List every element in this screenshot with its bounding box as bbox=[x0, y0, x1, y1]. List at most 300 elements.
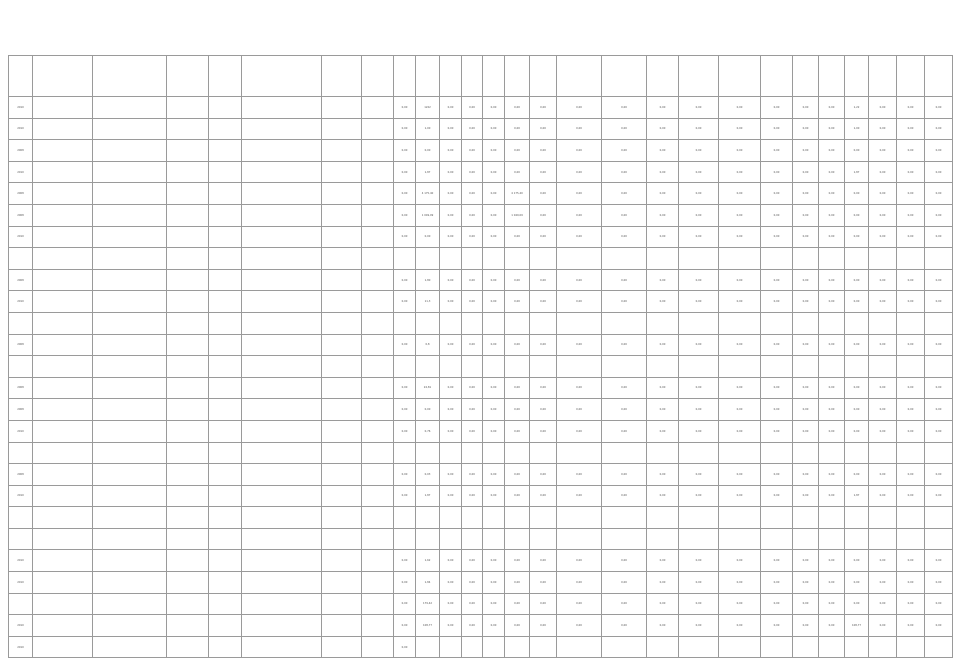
table-cell: 0,00 bbox=[925, 140, 953, 162]
table-cell: 0,00 bbox=[761, 140, 793, 162]
table-cell: 0,00 bbox=[925, 572, 953, 594]
table-cell bbox=[362, 528, 394, 550]
table-cell bbox=[719, 528, 761, 550]
table-cell bbox=[647, 636, 679, 658]
table-cell: 0,00 bbox=[416, 140, 440, 162]
table-cell bbox=[209, 269, 242, 291]
table-cell bbox=[33, 377, 93, 399]
table-cell bbox=[33, 118, 93, 140]
table-cell bbox=[647, 312, 679, 334]
table-cell: 0,00 bbox=[719, 464, 761, 486]
table-cell: 0,00 bbox=[719, 420, 761, 442]
table-row bbox=[9, 420, 953, 442]
table-row bbox=[9, 464, 953, 486]
table-row bbox=[9, 161, 953, 183]
table-row bbox=[9, 507, 953, 529]
table-cell bbox=[416, 356, 440, 378]
table-cell: 0,00 bbox=[719, 377, 761, 399]
table-row bbox=[9, 226, 953, 248]
table-cell: 0,00 bbox=[440, 269, 462, 291]
table-cell: 0,00 bbox=[679, 334, 719, 356]
table-cell: 0,00 bbox=[530, 183, 557, 205]
table-cell: 0,00 bbox=[483, 118, 505, 140]
table-row bbox=[9, 399, 953, 421]
table-cell: 0,00 bbox=[440, 183, 462, 205]
table-cell bbox=[362, 572, 394, 594]
table-cell: 0,00 bbox=[462, 161, 483, 183]
table-cell bbox=[845, 636, 869, 658]
table-cell: 0,8 bbox=[416, 334, 440, 356]
table-cell bbox=[167, 183, 209, 205]
table-cell: 2010 bbox=[9, 161, 33, 183]
table-cell bbox=[93, 636, 167, 658]
table-cell: 0,00 bbox=[679, 377, 719, 399]
table-cell: 0,00 bbox=[679, 204, 719, 226]
table-cell bbox=[557, 442, 602, 464]
table-cell: 2008 bbox=[9, 334, 33, 356]
table-cell: 0,00 bbox=[394, 615, 416, 637]
table-cell: 0,00 bbox=[897, 140, 925, 162]
table-cell: 0,00 bbox=[505, 377, 530, 399]
table-cell: 2010 bbox=[9, 118, 33, 140]
table-cell bbox=[602, 442, 647, 464]
table-cell: 179,42 bbox=[416, 593, 440, 615]
table-cell bbox=[362, 97, 394, 119]
table-cell: 0,76 bbox=[416, 420, 440, 442]
table-cell bbox=[602, 248, 647, 270]
table-cell: 0,00 bbox=[869, 140, 897, 162]
table-cell bbox=[93, 528, 167, 550]
table-cell bbox=[167, 399, 209, 421]
table-cell: 0,00 bbox=[719, 183, 761, 205]
table-cell bbox=[362, 312, 394, 334]
table-cell bbox=[530, 442, 557, 464]
table-row bbox=[9, 312, 953, 334]
table-cell bbox=[530, 356, 557, 378]
table-cell bbox=[362, 485, 394, 507]
column-header bbox=[167, 56, 209, 97]
table-cell: 0,00 bbox=[557, 118, 602, 140]
table-cell: 0,00 bbox=[869, 334, 897, 356]
table-cell bbox=[462, 636, 483, 658]
table-cell: 0,00 bbox=[845, 140, 869, 162]
table-cell: 0,00 bbox=[819, 183, 845, 205]
table-cell: 0,00 bbox=[897, 615, 925, 637]
table-cell: 11,3 bbox=[416, 291, 440, 313]
table-cell: 0,00 bbox=[394, 204, 416, 226]
table-cell bbox=[719, 312, 761, 334]
table-cell: 2010 bbox=[9, 291, 33, 313]
table-cell: 0,00 bbox=[394, 377, 416, 399]
table-cell: 0,00 bbox=[869, 572, 897, 594]
table-cell bbox=[897, 312, 925, 334]
table-cell bbox=[845, 356, 869, 378]
table-cell: 0,00 bbox=[793, 118, 819, 140]
table-cell bbox=[483, 636, 505, 658]
table-cell: 0,00 bbox=[719, 550, 761, 572]
table-cell: 0,00 bbox=[602, 161, 647, 183]
table-cell: 0,00 bbox=[819, 226, 845, 248]
table-cell bbox=[322, 507, 362, 529]
table-cell: 0,00 bbox=[679, 140, 719, 162]
column-header bbox=[557, 56, 602, 97]
table-cell bbox=[647, 507, 679, 529]
table-cell: 0,00 bbox=[897, 97, 925, 119]
table-cell bbox=[9, 507, 33, 529]
table-cell: 0,00 bbox=[462, 485, 483, 507]
table-cell: 0,00 bbox=[530, 377, 557, 399]
table-cell bbox=[483, 356, 505, 378]
table-cell bbox=[93, 572, 167, 594]
table-cell bbox=[322, 593, 362, 615]
table-cell bbox=[647, 356, 679, 378]
table-cell: 108,77 bbox=[845, 615, 869, 637]
table-cell: 0,00 bbox=[440, 572, 462, 594]
table-cell: 0,00 bbox=[819, 140, 845, 162]
table-cell: 0,00 bbox=[679, 593, 719, 615]
table-cell bbox=[925, 507, 953, 529]
table-cell: 0,00 bbox=[557, 615, 602, 637]
table-cell: 0,00 bbox=[557, 464, 602, 486]
table-cell: 0,00 bbox=[761, 377, 793, 399]
table-cell: 0,00 bbox=[897, 550, 925, 572]
table-cell bbox=[845, 528, 869, 550]
table-cell: 0,00 bbox=[761, 615, 793, 637]
table-cell: 0,00 bbox=[869, 118, 897, 140]
table-cell: 0,00 bbox=[394, 572, 416, 594]
table-cell: 0,00 bbox=[869, 420, 897, 442]
table-cell: 0,00 bbox=[679, 291, 719, 313]
table-cell bbox=[167, 356, 209, 378]
table-row bbox=[9, 593, 953, 615]
table-cell: 0,00 bbox=[557, 420, 602, 442]
table-cell bbox=[602, 507, 647, 529]
table-cell: 0,00 bbox=[602, 183, 647, 205]
table-cell bbox=[33, 399, 93, 421]
table-cell: 0,00 bbox=[602, 97, 647, 119]
table-cell bbox=[242, 161, 322, 183]
table-cell bbox=[416, 507, 440, 529]
table-cell bbox=[557, 528, 602, 550]
table-cell: 0,00 bbox=[925, 485, 953, 507]
table-cell: 0,00 bbox=[647, 140, 679, 162]
table-cell bbox=[362, 420, 394, 442]
table-cell: 0,00 bbox=[761, 399, 793, 421]
table-cell bbox=[322, 183, 362, 205]
column-header bbox=[761, 56, 793, 97]
table-cell: 0,00 bbox=[557, 204, 602, 226]
table-cell: 0,00 bbox=[505, 485, 530, 507]
table-cell: 2010 bbox=[9, 97, 33, 119]
table-cell: 0,00 bbox=[530, 593, 557, 615]
table-cell: 4 175,40 bbox=[416, 183, 440, 205]
table-cell: 0,00 bbox=[845, 269, 869, 291]
table-cell bbox=[209, 442, 242, 464]
table-cell: 0,00 bbox=[793, 593, 819, 615]
table-cell: 0,00 bbox=[505, 269, 530, 291]
table-cell: 0,00 bbox=[719, 593, 761, 615]
table-cell: 0,00 bbox=[602, 377, 647, 399]
table-cell bbox=[242, 140, 322, 162]
table-cell bbox=[869, 507, 897, 529]
table-cell bbox=[33, 615, 93, 637]
table-cell bbox=[242, 118, 322, 140]
table-cell bbox=[33, 183, 93, 205]
column-header bbox=[209, 56, 242, 97]
table-cell bbox=[505, 442, 530, 464]
table-cell bbox=[242, 269, 322, 291]
table-cell: 0,00 bbox=[462, 291, 483, 313]
table-cell: 0,00 bbox=[440, 420, 462, 442]
table-cell bbox=[93, 377, 167, 399]
table-cell: 0,00 bbox=[505, 291, 530, 313]
table-cell: 0,00 bbox=[462, 226, 483, 248]
table-cell bbox=[602, 356, 647, 378]
table-cell: 0,00 bbox=[679, 161, 719, 183]
table-row bbox=[9, 442, 953, 464]
table-cell: 0,00 bbox=[647, 615, 679, 637]
column-header bbox=[719, 56, 761, 97]
table-cell: 0,00 bbox=[679, 550, 719, 572]
table-cell: 1,00 bbox=[416, 118, 440, 140]
table-cell bbox=[322, 312, 362, 334]
table-cell bbox=[719, 248, 761, 270]
column-header bbox=[416, 56, 440, 97]
table-cell: 0,00 bbox=[819, 291, 845, 313]
table-cell: 0,00 bbox=[869, 226, 897, 248]
table-cell: 0,00 bbox=[483, 377, 505, 399]
table-cell bbox=[242, 204, 322, 226]
table-row bbox=[9, 269, 953, 291]
column-header bbox=[845, 56, 869, 97]
table-cell bbox=[416, 442, 440, 464]
table-cell bbox=[845, 248, 869, 270]
table-cell bbox=[845, 442, 869, 464]
table-cell: 0,00 bbox=[483, 334, 505, 356]
column-header bbox=[33, 56, 93, 97]
table-cell bbox=[897, 248, 925, 270]
table-cell bbox=[362, 507, 394, 529]
column-header bbox=[793, 56, 819, 97]
table-cell bbox=[793, 507, 819, 529]
table-cell bbox=[33, 528, 93, 550]
table-cell bbox=[322, 550, 362, 572]
table-cell bbox=[394, 507, 416, 529]
table-cell bbox=[33, 507, 93, 529]
table-cell bbox=[761, 528, 793, 550]
column-header bbox=[462, 56, 483, 97]
table-cell: 0,00 bbox=[925, 377, 953, 399]
table-cell bbox=[93, 183, 167, 205]
table-cell bbox=[93, 507, 167, 529]
table-cell bbox=[322, 161, 362, 183]
table-cell bbox=[869, 636, 897, 658]
table-cell bbox=[209, 528, 242, 550]
table-cell: 0,00 bbox=[440, 399, 462, 421]
table-cell: 0,00 bbox=[679, 572, 719, 594]
table-cell: 0,00 bbox=[819, 464, 845, 486]
table-cell bbox=[209, 550, 242, 572]
table-cell bbox=[462, 356, 483, 378]
table-cell bbox=[167, 248, 209, 270]
table-cell bbox=[242, 507, 322, 529]
table-cell bbox=[557, 248, 602, 270]
table-cell bbox=[530, 248, 557, 270]
table-cell bbox=[209, 485, 242, 507]
table-cell bbox=[93, 334, 167, 356]
table-cell: 1222 bbox=[416, 97, 440, 119]
header-row bbox=[9, 56, 953, 97]
table-cell bbox=[33, 97, 93, 119]
table-cell bbox=[925, 356, 953, 378]
table-cell bbox=[242, 442, 322, 464]
table-cell bbox=[209, 226, 242, 248]
table-cell: 0,00 bbox=[647, 593, 679, 615]
table-cell bbox=[167, 507, 209, 529]
table-cell bbox=[761, 312, 793, 334]
table-cell: 0,00 bbox=[462, 334, 483, 356]
table-cell: 0,00 bbox=[505, 226, 530, 248]
table-cell bbox=[167, 269, 209, 291]
table-cell: 0,00 bbox=[530, 420, 557, 442]
table-cell bbox=[362, 334, 394, 356]
table-cell: 1,87 bbox=[416, 161, 440, 183]
column-header bbox=[440, 56, 462, 97]
table-cell: 0,00 bbox=[530, 161, 557, 183]
table-cell bbox=[394, 248, 416, 270]
table-cell: 0,00 bbox=[602, 399, 647, 421]
table-cell bbox=[925, 248, 953, 270]
table-cell bbox=[819, 312, 845, 334]
table-row bbox=[9, 572, 953, 594]
table-cell bbox=[167, 140, 209, 162]
table-cell bbox=[322, 485, 362, 507]
table-cell bbox=[462, 507, 483, 529]
table-cell: 0,00 bbox=[483, 572, 505, 594]
table-cell bbox=[869, 248, 897, 270]
table-cell: 0,00 bbox=[440, 161, 462, 183]
table-cell bbox=[530, 636, 557, 658]
table-cell: 0,00 bbox=[530, 572, 557, 594]
table-cell bbox=[845, 507, 869, 529]
table-row bbox=[9, 183, 953, 205]
table-cell: 1,22 bbox=[845, 97, 869, 119]
table-cell: 0,00 bbox=[793, 269, 819, 291]
table-cell bbox=[483, 312, 505, 334]
table-cell: 0,00 bbox=[679, 97, 719, 119]
table-cell bbox=[33, 485, 93, 507]
table-cell: 0,00 bbox=[505, 593, 530, 615]
table-cell: 0,00 bbox=[557, 377, 602, 399]
table-cell: 0,00 bbox=[897, 204, 925, 226]
table-cell: 0,00 bbox=[557, 183, 602, 205]
table-cell bbox=[167, 226, 209, 248]
table-cell bbox=[679, 442, 719, 464]
table-cell bbox=[33, 593, 93, 615]
table-cell: 0,00 bbox=[793, 161, 819, 183]
table-cell: 0,00 bbox=[793, 420, 819, 442]
table-cell: 0,00 bbox=[845, 464, 869, 486]
table-cell bbox=[416, 636, 440, 658]
table-cell bbox=[362, 356, 394, 378]
table-cell bbox=[925, 528, 953, 550]
table-cell bbox=[362, 550, 394, 572]
table-cell bbox=[819, 356, 845, 378]
table-cell: 0,00 bbox=[793, 226, 819, 248]
table-row bbox=[9, 248, 953, 270]
table-cell bbox=[322, 204, 362, 226]
table-cell bbox=[167, 420, 209, 442]
table-cell: 0,00 bbox=[530, 140, 557, 162]
table-cell: 0,00 bbox=[462, 97, 483, 119]
table-cell bbox=[819, 636, 845, 658]
column-header bbox=[242, 56, 322, 97]
table-cell: 0,00 bbox=[462, 118, 483, 140]
table-cell: 0,00 bbox=[483, 550, 505, 572]
table-cell bbox=[322, 464, 362, 486]
table-cell: 0,00 bbox=[483, 226, 505, 248]
table-cell: 0,00 bbox=[793, 615, 819, 637]
table-cell bbox=[483, 528, 505, 550]
table-cell: 0,00 bbox=[483, 161, 505, 183]
table-cell: 0,00 bbox=[719, 269, 761, 291]
table-cell: 0,00 bbox=[647, 226, 679, 248]
table-cell: 0,00 bbox=[440, 485, 462, 507]
table-cell: 0,00 bbox=[602, 550, 647, 572]
table-cell bbox=[167, 550, 209, 572]
table-cell: 0,00 bbox=[557, 572, 602, 594]
table-cell bbox=[167, 528, 209, 550]
table-cell: 0,00 bbox=[761, 183, 793, 205]
table-cell: 0,00 bbox=[719, 399, 761, 421]
table-cell bbox=[897, 528, 925, 550]
table-cell: 0,00 bbox=[819, 615, 845, 637]
table-cell: 0,00 bbox=[557, 97, 602, 119]
table-cell bbox=[33, 334, 93, 356]
table-row bbox=[9, 140, 953, 162]
table-cell: 0,00 bbox=[869, 269, 897, 291]
column-header bbox=[362, 56, 394, 97]
table-cell bbox=[209, 464, 242, 486]
table-cell bbox=[416, 312, 440, 334]
table-cell: 0,00 bbox=[394, 161, 416, 183]
column-header bbox=[602, 56, 647, 97]
table-cell bbox=[819, 507, 845, 529]
table-cell: 0,00 bbox=[761, 291, 793, 313]
table-cell: 0,00 bbox=[505, 140, 530, 162]
table-cell: 0,00 bbox=[505, 420, 530, 442]
table-cell: 0,00 bbox=[394, 464, 416, 486]
table-row bbox=[9, 291, 953, 313]
table-cell bbox=[793, 442, 819, 464]
table-cell: 0,00 bbox=[602, 593, 647, 615]
table-cell bbox=[602, 312, 647, 334]
table-cell: 0,00 bbox=[869, 291, 897, 313]
table-cell: 0,00 bbox=[897, 269, 925, 291]
table-cell bbox=[242, 464, 322, 486]
table-cell bbox=[33, 312, 93, 334]
column-header bbox=[483, 56, 505, 97]
table-cell bbox=[440, 312, 462, 334]
table-cell: 0,00 bbox=[505, 161, 530, 183]
column-header bbox=[394, 56, 416, 97]
table-cell: 0,00 bbox=[647, 118, 679, 140]
table-cell bbox=[209, 140, 242, 162]
table-cell bbox=[167, 204, 209, 226]
table-cell bbox=[93, 550, 167, 572]
table-cell: 0,00 bbox=[602, 464, 647, 486]
table-cell: 0,00 bbox=[869, 377, 897, 399]
